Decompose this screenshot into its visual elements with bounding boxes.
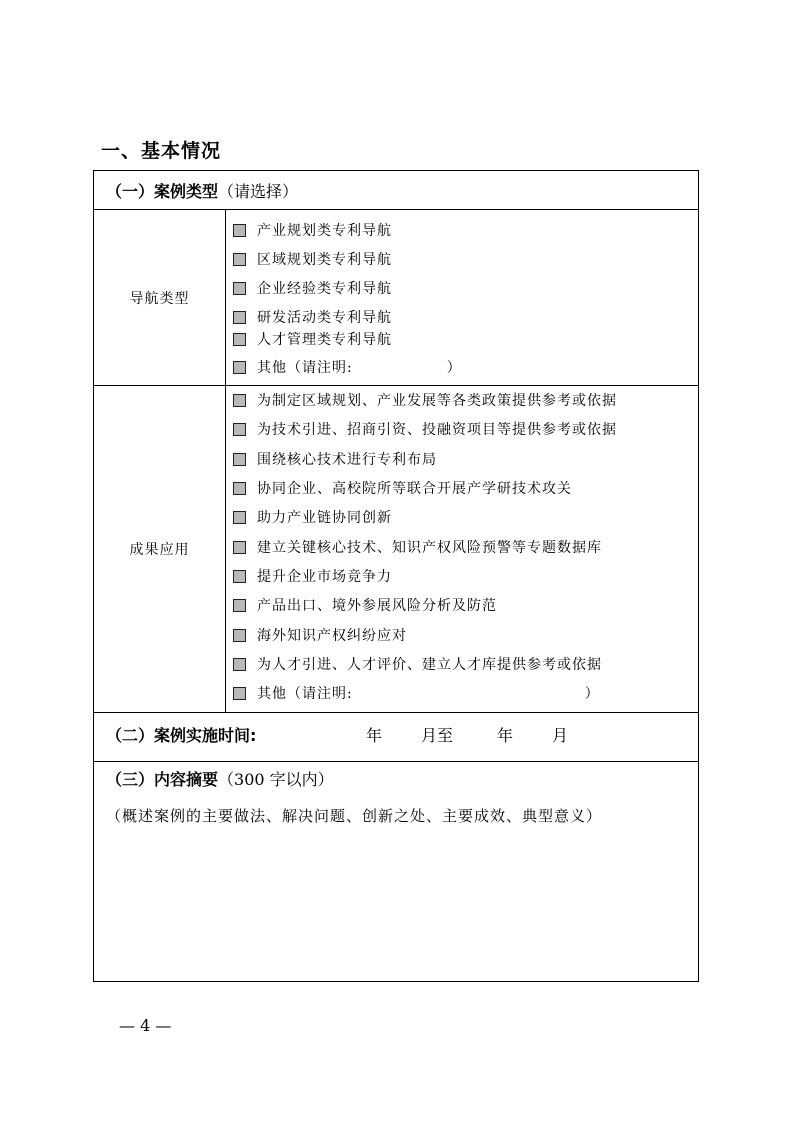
nav-option-other[interactable] [233, 357, 462, 377]
checkbox[interactable] [233, 570, 246, 583]
year-end-label: 年 [497, 726, 514, 745]
outcome-option[interactable] [233, 449, 437, 469]
section-heading: 一、基本情况 [101, 140, 222, 162]
outcome-option[interactable] [233, 537, 602, 557]
nav-option[interactable] [233, 249, 392, 269]
checkbox[interactable] [233, 599, 246, 612]
outcome-option[interactable] [233, 390, 617, 410]
month-to-label: 月至 [421, 726, 454, 745]
outcome-row [94, 385, 698, 712]
case-form [93, 170, 699, 982]
other-suffix: ） [584, 686, 600, 702]
checkbox[interactable] [233, 687, 246, 700]
outcome-option-label: 围绕核心技术进行专利布局 [257, 452, 437, 468]
outcome-option-label: 提升企业市场竞争力 [257, 569, 392, 585]
summary-label: （三）内容摘要 [106, 769, 219, 789]
outcome-option[interactable] [233, 625, 407, 645]
checkbox[interactable] [233, 482, 246, 495]
month-end-label: 月 [552, 726, 569, 745]
outcome-options [225, 386, 698, 712]
year-start-label: 年 [366, 726, 383, 745]
nav-option-label: 人才管理类专利导航 [257, 332, 392, 348]
outcome-option-label: 为人才引进、人才评价、建立人才库提供参考或依据 [257, 657, 602, 673]
nav-option[interactable] [233, 278, 392, 298]
outcome-option-label: 协同企业、高校院所等联合开展产学研技术攻关 [257, 481, 572, 497]
nav-type-row [94, 209, 698, 385]
nav-option-label: 区域规划类专利导航 [257, 252, 392, 268]
outcome-option-label: 助力产业链协同创新 [257, 510, 392, 526]
checkbox[interactable] [233, 333, 246, 346]
other-suffix: ） [446, 360, 462, 376]
other-prefix: 其他（请注明: [257, 360, 353, 376]
outcome-option-other[interactable] [233, 683, 600, 703]
outcome-option-label: 海外知识产权纠纷应对 [257, 628, 407, 644]
outcome-option[interactable] [233, 654, 602, 674]
checkbox[interactable] [233, 423, 246, 436]
nav-option[interactable] [233, 329, 392, 349]
outcome-option[interactable] [233, 478, 572, 498]
checkbox[interactable] [233, 311, 246, 324]
summary-note: （300 字以内） [218, 769, 334, 789]
outcome-option-label: 为制定区域规划、产业发展等各类政策提供参考或依据 [257, 393, 617, 409]
nav-option[interactable] [233, 220, 392, 240]
outcome-label: 成果应用 [94, 386, 226, 712]
other-prefix: 其他（请注明: [257, 686, 353, 702]
time-row [94, 712, 698, 761]
outcome-option-label: 建立关键核心技术、知识产权风险预警等专题数据库 [257, 540, 602, 556]
outcome-option[interactable] [233, 595, 497, 615]
nav-option-label: 企业经验类专利导航 [257, 281, 392, 297]
checkbox[interactable] [233, 282, 246, 295]
case-type-row [94, 171, 698, 209]
outcome-option[interactable] [233, 566, 392, 586]
nav-type-label: 导航类型 [94, 210, 226, 385]
checkbox[interactable] [233, 253, 246, 266]
time-label: （二）案例实施时间: [106, 726, 257, 745]
nav-option-label: 产业规划类专利导航 [257, 223, 392, 239]
checkbox[interactable] [233, 658, 246, 671]
checkbox[interactable] [233, 224, 246, 237]
nav-option[interactable] [233, 307, 392, 327]
outcome-option-label: 产品出口、境外参展风险分析及防范 [257, 598, 497, 614]
outcome-option[interactable] [233, 507, 392, 527]
summary-hint: （概述案例的主要做法、解决问题、创新之处、主要成效、典型意义） [106, 807, 603, 825]
page-number: — 4 — [119, 1016, 172, 1035]
case-type-note: （请选择） [218, 181, 299, 201]
checkbox[interactable] [233, 541, 246, 554]
checkbox[interactable] [233, 629, 246, 642]
outcome-option-label: 为技术引进、招商引资、投融资项目等提供参考或依据 [257, 422, 617, 438]
checkbox[interactable] [233, 453, 246, 466]
summary-row [94, 761, 698, 981]
case-type-label: （一）案例类型 [106, 181, 219, 201]
checkbox[interactable] [233, 361, 246, 374]
outcome-option[interactable] [233, 419, 617, 439]
nav-option-label: 研发活动类专利导航 [257, 310, 392, 326]
nav-type-options [225, 210, 698, 385]
checkbox[interactable] [233, 394, 246, 407]
checkbox[interactable] [233, 511, 246, 524]
